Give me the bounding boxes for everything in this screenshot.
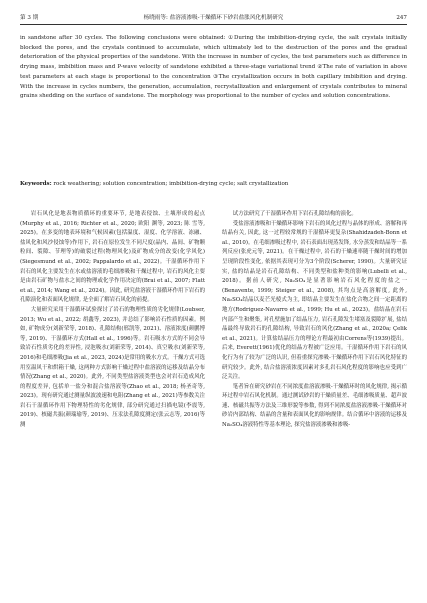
keywords-text: rock weathering; solution concentration; imbibition-drying cycle; salt crystallization xyxy=(53,181,289,187)
running-header xyxy=(20,12,407,25)
keywords-line xyxy=(20,180,407,189)
abstract-paragraph: in sandstone after 30 cycles. The following conclusions were obtained: ①During the imbibition-drying cycle, the salt crystals initially blocked the pores, and the crystals continued to accumulate, which ultimately led to the destruction of the pores and the gradual deterioration of the physical properties of the sandstone. With the increase in number of cycles, the test parameters such as difference in drying mass, imbibition mass and P-wave velocity of sandstone exhibited a three-stage variational trend ②The rate of variation in above test parameters at each stage is proportional to the concentration ③The crystallization occurs in both capillary imbibition and drying. With the increase in cycles numbers, the generation, accumulation, recrystallization and enlargement of crystals contributes to mineral grains shedding on the surface of sandstone. The morphology was proportional to the number of cycles and solution concentrations. xyxy=(20,35,407,100)
english-abstract xyxy=(20,34,407,102)
issue-number: 第 3 期 xyxy=(20,15,39,21)
body-right-column xyxy=(222,210,407,431)
page-number: 247 xyxy=(396,15,407,21)
body-paragraph: 大量研究采用干湿循环试验探讨了岩石的物理性质的劣化规律(Loubser, 2013; Wu et al., 2022; 胡鑫等, 2023), 并总结了影响岩石性质的因素。例如, 矿物成分(刘新荣等, 2018)、孔隙结构(邢凯等, 2021)、溶液浓度(颜鹏博等, 2019)、干湿循环方式(Hall et al., 1996)等。岩石吸水方式的不同会导致岩石性质劣化的差异性, 浸泡吸水(刘新荣等, 2014)、真空吸水(刘新荣等, 2016)和毛细渗吸(Jia et al., 2023, 2024)是常用的吸水方式。干燥方式可选用室温风干和烘箱干燥, 这两种方式影响干燥过程中盐溶液的运移及结晶分布情况(Zhang et al., 2020)。此外, 不同类型盐溶液类型也会对岩石造成风化的程度差异, 包括单一盐分和混合盐溶液等(Zhao et al., 2018; 杨圣奇等, 2023)。现有研究通过测量纵波波速和电阻(Zhang et al., 2021)等参数关注岩石干湿循环作用下物理特性的劣化规律, 部分研究通过扫描电镜(李震等, 2019)、核磁共振(颜瑞瑜等, 2019)、压汞法孔隙度测定(张云志等, 2016)等测 xyxy=(20,306,205,429)
running-title: 杨晓雨等: 盐溶液渗吸-干燥循环下砂岩盐胀风化机制研究 xyxy=(143,15,284,21)
body-left-column xyxy=(20,210,205,431)
keywords-label: Keywords: xyxy=(20,181,52,187)
body-paragraph: 笔者旨在研究砂岩在不同浓度盐溶液渗吸-干燥循环时的风化规律, 揭示循环过程中岩石风化机制。通过测试砂岩的干燥质量差、毛细渗吸质量、超声波速、核磁共振等方法及三维形貌等参数, 得到不同浓度盐溶液渗吸-干燥循环对砂岩内部结构、结晶的含量和表面风化的影响规律。结合循环中溶液的运移及Na₂SO₄溶液特性等基本理论, 探究盐溶液渗吸和渗吸- xyxy=(222,383,407,429)
body-paragraph: 受盐溶液渗吸和干燥循环影响下岩石的风化过程与晶体的形成、溶解和再结晶有关, 因此, 这一过程较常规的干湿循环更复杂(Shahidzadeh-Bonn et al., 2010)。在毛细渗吸过程中, 岩石表面出现蒸发锋, 水分蒸发和结晶等一系列反应(张虎元等, 2021)。在干燥过程中, 岩石的干燥速率随干燥时间的增加呈现阶段性变化, 依据其表现可分为3个阶段(Scherer, 1990)。大量研究证实, 盐的结晶是岩石孔隙结构、不同类型和盐种类的影响(Lubelli et al., 2018)。据前人研究, Na₂SO₄是显著影响岩石风化程度的盐之一(Benavente, 1999; Steiger et al., 2008), 其均点是高溶解度, 此外, Na₂SO₄结晶以麦芒光棱式为主, 即结晶主要发生在盐化合物之间一定距离的地方(Rodriguez-Navarro et al., 1999; Hu et al., 2023)。盐结晶在岩石内部产生和聚集, 对孔壁施加了结晶压力, 岩石孔隙发生堵塞及裂隙扩展, 盐结晶最终导致岩石的孔隙结构, 导致岩石的风化(Zhang et al., 2020a; Çelik et al., 2021)。计算盐结晶压力的理论方程最初由Correns等(1939)提出。后来, Everett(1961)优化的结晶方程被广泛应用。干湿循环作用下岩石的风化行为有了较为广泛的认识, 但着重探究渗吸-干燥循环作用下岩石风化特征的研究较少。此外, 结合盐溶液浓度因素对多孔岩石风化程度的影响也应受到广泛关注。 xyxy=(222,220,407,381)
body-paragraph: 试方法研究了干湿循环作用下岩石孔隙结构的演化。 xyxy=(232,211,357,217)
body-paragraph: 岩石风化是地表物质循环的重要环节, 是地表侵蚀、土壤形成的起点(Murphy et al., 2016; Richter et al., 2020; 欧阳 渊等, 2023; 陈 雪等, 2025)。在多变的地表环境和气候因素(包括温度、湿度、化学溶液、冻融、盐风化和风沙侵蚀等)作用下, 岩石在原位发生不同尺度(晶内、晶间、矿物颗粒间、裂隙、节理等)的破裂过程(物理风化)及矿物成分的改变(化学风化)(Siegesmund et al., 2002; Pappalardo et al., 2022)。干湿循环作用下岩石的风化主要发生在水或盐溶液的毛细渗吸和干燥过程中, 岩石的风化主要是由岩石矿物与盐水之间的物理或化学作用决定的(Brai et al., 2007; Flatt et al., 2014; Wang et al., 2024)。因此, 研究盐溶液干湿循环作用下岩石的孔隙演化和表面风化规律, 是全面了解岩石风化的前提。 xyxy=(20,211,205,304)
